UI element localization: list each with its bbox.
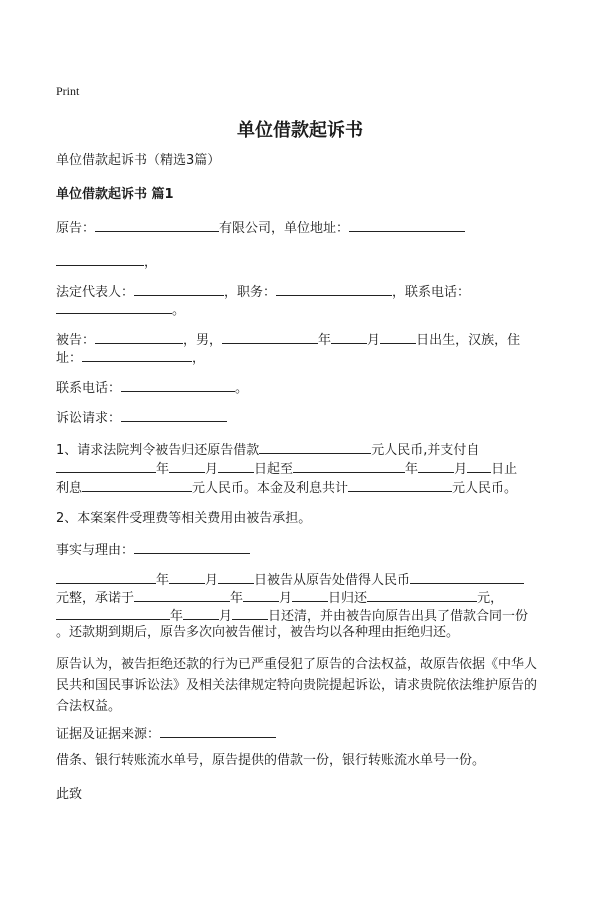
claim1-line: [56, 440, 546, 460]
text: 利息: [56, 481, 83, 496]
text: 日归还: [328, 591, 368, 606]
blank-field[interactable]: [160, 724, 276, 738]
blank-field[interactable]: [134, 282, 224, 296]
blank-field[interactable]: [134, 540, 250, 554]
text: ，男，: [183, 333, 223, 348]
facts-label-line: [56, 540, 546, 560]
text: 。: [172, 303, 186, 318]
blank-field[interactable]: [467, 459, 491, 473]
text: 日被告从原告处借得人民币: [254, 573, 411, 588]
blank-field[interactable]: [121, 378, 235, 392]
section-heading: 单位借款起诉书 篇1: [56, 187, 174, 202]
legal-rep-line: [56, 282, 546, 302]
blank-field[interactable]: [183, 606, 219, 620]
legal-rep-line-2: [56, 300, 546, 320]
blank-field[interactable]: [292, 588, 328, 602]
blank-field[interactable]: [348, 478, 452, 492]
blank-field[interactable]: [410, 570, 524, 584]
text: 日止: [491, 462, 518, 477]
text: 日还清，并由被告向原告出具了借款合同一份: [268, 609, 529, 624]
text: 月: [454, 462, 468, 477]
plaintiff-line: [56, 218, 546, 238]
text: 年: [405, 462, 419, 477]
blank-field[interactable]: [276, 282, 392, 296]
text: ，: [192, 351, 206, 366]
blank-field[interactable]: [56, 459, 156, 473]
blank-field[interactable]: [293, 459, 405, 473]
defendant-line: [56, 330, 546, 350]
text: 元整，承诺于: [56, 591, 135, 606]
label: 联系电话：: [56, 381, 122, 396]
blank-field[interactable]: [169, 570, 205, 584]
text: 月: [367, 333, 381, 348]
claim1-line-3: [56, 478, 546, 498]
facts-line-4: 。还款期到期后，原告多次向被告催讨，被告均以各种理由拒绝归还。: [56, 625, 460, 640]
blank-field[interactable]: [243, 588, 279, 602]
blank-field[interactable]: [169, 459, 205, 473]
label: 事实与理由：: [56, 543, 135, 558]
blank-field[interactable]: [95, 330, 183, 344]
blank-field[interactable]: [56, 570, 156, 584]
facts-line-2: [56, 588, 546, 608]
print-link[interactable]: Print: [56, 84, 80, 98]
text: 元人民币。: [452, 481, 518, 496]
text: 年: [170, 609, 184, 624]
label: 法定代表人：: [56, 285, 135, 300]
defendant-line-2: [56, 348, 546, 368]
plaintiff-line-2: [56, 252, 546, 272]
text: ，职务：: [224, 285, 277, 300]
text: 元，: [477, 591, 504, 606]
label: 被告：: [56, 333, 96, 348]
blank-field[interactable]: [349, 218, 465, 232]
text: 年: [230, 591, 244, 606]
text: ，: [144, 255, 158, 270]
opinion-paragraph: 原告认为，被告拒绝还款的行为已严重侵犯了原告的合法权益，故原告依据《中华人民共和国民事诉讼法》及相关法律规定特向贵院提起诉讼，请求贵院依法维护原告的合法权益。: [56, 657, 538, 714]
text: 址：: [56, 351, 83, 366]
blank-field[interactable]: [222, 330, 318, 344]
text: 年: [156, 462, 170, 477]
blank-field[interactable]: [218, 570, 254, 584]
blank-field[interactable]: [56, 606, 170, 620]
label: 证据及证据来源：: [56, 727, 161, 742]
blank-field[interactable]: [259, 440, 371, 454]
facts-line-1: [56, 570, 546, 590]
subtitle: 单位借款起诉书（精选3篇）: [56, 153, 221, 168]
blank-field[interactable]: [232, 606, 268, 620]
text: 年: [318, 333, 332, 348]
closing-line: 此致: [56, 787, 83, 802]
text: 月: [205, 573, 219, 588]
text: 1、请求法院判令被告归还原告借款: [56, 443, 260, 458]
blank-field[interactable]: [367, 588, 477, 602]
blank-field[interactable]: [56, 300, 172, 314]
blank-field[interactable]: [56, 252, 144, 266]
evidence-label-line: [56, 724, 546, 744]
blank-field[interactable]: [134, 588, 230, 602]
blank-field[interactable]: [121, 408, 227, 422]
blank-field[interactable]: [95, 218, 219, 232]
text: 年: [156, 573, 170, 588]
blank-field[interactable]: [82, 478, 192, 492]
claims-label-line: [56, 408, 546, 428]
text: 日起至: [254, 462, 294, 477]
blank-field[interactable]: [418, 459, 454, 473]
evidence-line: 借条、银行转账流水单号，原告提供的借款一份，银行转账流水单号一份。: [56, 753, 486, 768]
text: 日出生，汉族，住: [416, 333, 521, 348]
text: 元人民币。本金及利息共计: [192, 481, 349, 496]
label: 原告：: [56, 221, 96, 236]
facts-line-3: [56, 606, 546, 626]
blank-field[interactable]: [331, 330, 367, 344]
blank-field[interactable]: [218, 459, 254, 473]
text: 。: [235, 381, 249, 396]
contact-line: [56, 378, 546, 398]
claim2-line: 2、本案案件受理费等相关费用由被告承担。: [56, 511, 312, 526]
text: 有限公司，单位地址：: [219, 221, 350, 236]
text: 元人民币,并支付自: [371, 443, 480, 458]
text: 月: [219, 609, 233, 624]
text: ，联系电话：: [392, 285, 471, 300]
blank-field[interactable]: [380, 330, 416, 344]
text: 月: [279, 591, 293, 606]
document-title: 单位借款起诉书: [237, 120, 363, 141]
label: 诉讼请求：: [56, 411, 122, 426]
claim1-line-2: [56, 459, 546, 479]
text: 月: [205, 462, 219, 477]
blank-field[interactable]: [82, 348, 192, 362]
